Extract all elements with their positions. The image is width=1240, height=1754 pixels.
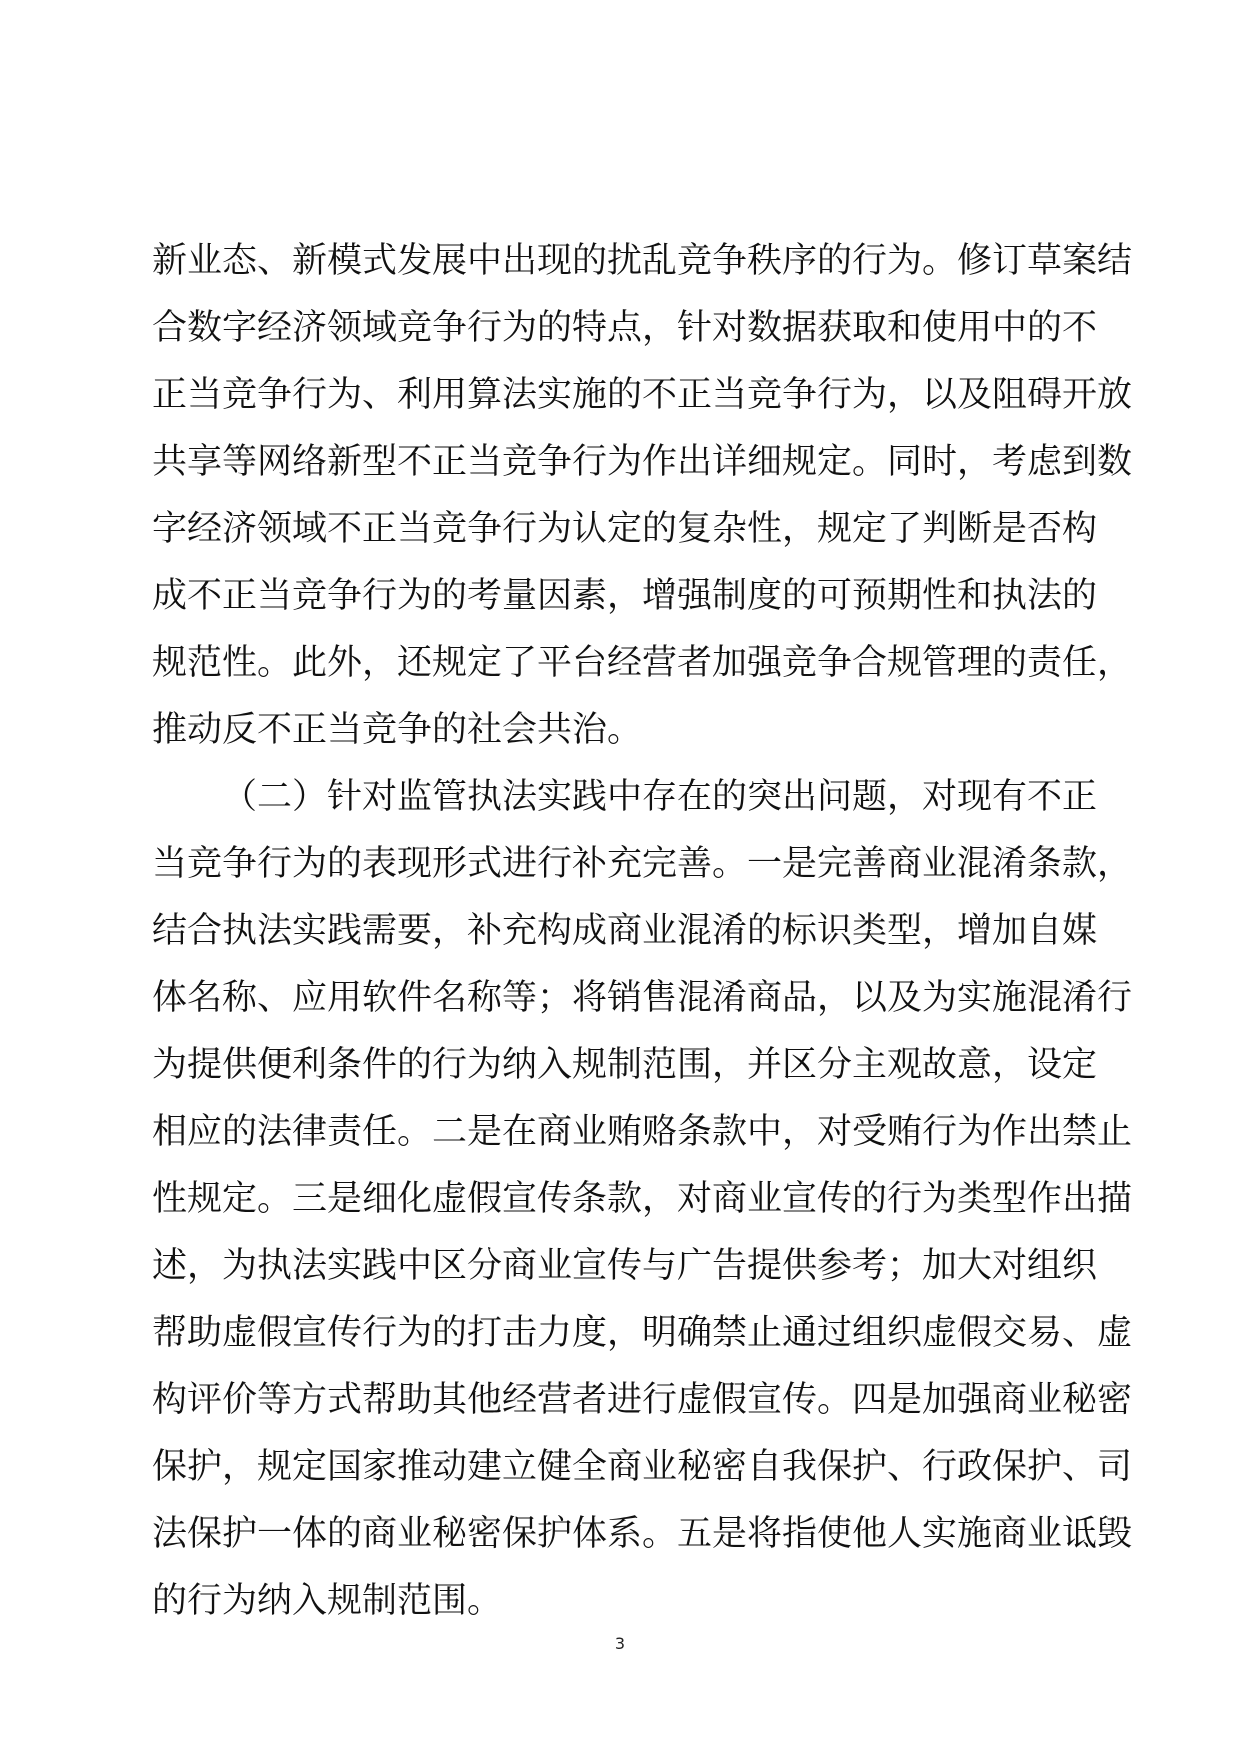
text-line: 为提供便利条件的行为纳入规制范围，并区分主观故意，设定 [152, 1045, 1098, 1085]
text-line: 保护，规定国家推动建立健全商业秘密自我保护、行政保护、司 [152, 1447, 1133, 1487]
text-line: 推动反不正当竞争的社会共治。 [152, 710, 643, 750]
page-number: 3 [614, 1634, 626, 1653]
text-line: 述，为执法实践中区分商业宣传与广告提供参考；加大对组织 [152, 1246, 1098, 1286]
document-body [152, 228, 1133, 1635]
text-line: 构评价等方式帮助其他经营者进行虚假宣传。四是加强商业秘密 [152, 1380, 1133, 1420]
text-line: 合数字经济领域竞争行为的特点，针对数据获取和使用中的不 [152, 308, 1098, 348]
text-line: 体名称、应用软件名称等；将销售混淆商品，以及为实施混淆行 [152, 978, 1133, 1018]
text-line: 性规定。三是细化虚假宣传条款，对商业宣传的行为类型作出描 [152, 1179, 1133, 1219]
text-line: 正当竞争行为、利用算法实施的不正当竞争行为，以及阻碍开放 [152, 375, 1133, 415]
text-line: 共享等网络新型不正当竞争行为作出详细规定。同时，考虑到数 [152, 442, 1133, 482]
text-line: 相应的法律责任。二是在商业贿赂条款中，对受贿行为作出禁止 [152, 1112, 1133, 1152]
text-line: 法保护一体的商业秘密保护体系。五是将指使他人实施商业诋毁 [152, 1514, 1133, 1554]
text-line: 成不正当竞争行为的考量因素，增强制度的可预期性和执法的 [152, 576, 1098, 616]
text-line: 规范性。此外，还规定了平台经营者加强竞争合规管理的责任， [152, 643, 1133, 683]
text-line: 当竞争行为的表现形式进行补充完善。一是完善商业混淆条款， [152, 844, 1133, 884]
paragraph-start-line: （二）针对监管执法实践中存在的突出问题，对现有不正 [222, 777, 1098, 817]
text-line: 帮助虚假宣传行为的打击力度，明确禁止通过组织虚假交易、虚 [152, 1313, 1133, 1353]
text-line: 的行为纳入规制范围。 [152, 1581, 503, 1621]
text-line: 字经济领域不正当竞争行为认定的复杂性，规定了判断是否构 [152, 509, 1098, 549]
text-line: 结合执法实践需要，补充构成商业混淆的标识类型，增加自媒 [152, 911, 1098, 951]
text-line: 新业态、新模式发展中出现的扰乱竞争秩序的行为。修订草案结 [152, 241, 1133, 281]
